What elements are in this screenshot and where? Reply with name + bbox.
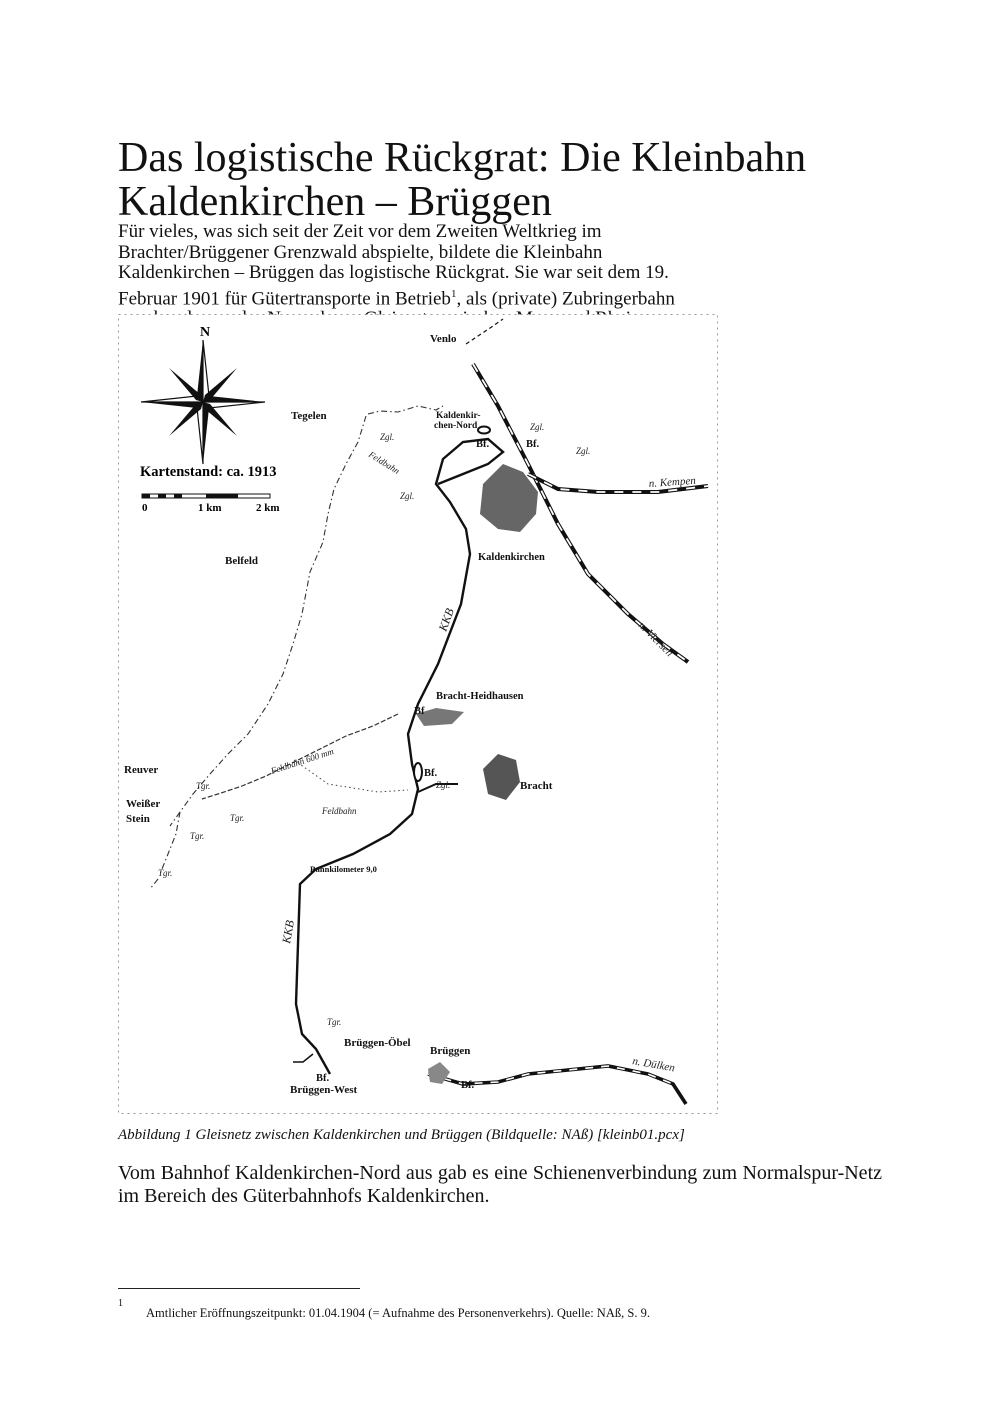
label-tgr-5: Tgr.	[327, 1017, 342, 1027]
label-n-viersen: n. Viersen	[635, 619, 676, 660]
label-bahnkilometer: Bahnkilometer 9,0	[310, 864, 377, 874]
railway-map	[118, 314, 718, 1114]
label-tgr-1: Tgr.	[196, 781, 211, 791]
label-tegelen: Tegelen	[291, 410, 327, 422]
label-kaldenkirchen-nord-1: Kaldenkir-	[436, 411, 481, 421]
label-bracht-heidhausen: Bracht-Heidhausen	[436, 691, 524, 702]
label-bf-brueggen-west: Bf.	[316, 1073, 330, 1084]
label-bf-bracht-heidhausen: Bf	[414, 706, 425, 717]
label-feldbahn-tegelen: Feldbahn	[366, 449, 402, 476]
label-tgr-2: Tgr.	[230, 813, 245, 823]
label-bf-brueggen: Bf.	[461, 1080, 475, 1091]
label-reuver: Reuver	[124, 764, 159, 776]
label-kkb-north: KKB	[435, 606, 457, 634]
label-bf-kaldenkirchen-nord: Bf.	[476, 439, 490, 450]
label-weisser-stein-2: Stein	[126, 813, 150, 825]
label-kaldenkirchen: Kaldenkirchen	[478, 552, 545, 563]
label-bracht: Bracht	[520, 780, 553, 792]
label-kkb-south: KKB	[279, 919, 298, 945]
label-zgl-3: Zgl.	[576, 446, 591, 456]
label-belfeld: Belfeld	[225, 555, 258, 567]
label-n-duelken: n. Dülken	[631, 1055, 676, 1075]
label-bf-bracht: Bf.	[424, 768, 438, 779]
scale-label-1km: 1 km	[198, 502, 222, 514]
label-feldbahn-600mm: Feldbahn 600 mm	[269, 746, 335, 776]
scale-label-0: 0	[142, 502, 148, 514]
label-zgl-2: Zgl.	[530, 422, 545, 432]
label-brueggen: Brüggen	[430, 1045, 471, 1057]
map-date-label: Kartenstand: ca. 1913	[140, 464, 277, 480]
label-brueggen-west: Brüggen-West	[290, 1084, 358, 1096]
compass-north-label: N	[200, 325, 211, 340]
intro-text-continued: , als (private) Zubringerbahn	[456, 287, 675, 309]
figure-caption: Abbildung 1 Gleisnetz zwischen Kaldenkirchen und Brüggen (Bildquelle: NAß) [kleinb01.pcx]	[118, 1127, 685, 1143]
footnote-marker[interactable]: 1	[450, 287, 457, 300]
label-bf-kaldenkirchen: Bf.	[526, 439, 540, 450]
body-paragraph: Vom Bahnhof Kaldenkirchen-Nord aus gab es eine Schienenverbindung zum Normalspur-Netz im Bereich des Güterbahnhofs Kaldenkirchen.	[118, 1162, 882, 1207]
label-kaldenkirchen-nord-2: chen-Nord	[434, 421, 478, 431]
label-zgl-4: Zgl.	[400, 491, 415, 501]
footnote-number: 1	[118, 1298, 123, 1309]
label-zgl-1: Zgl.	[380, 432, 395, 442]
station-bracht-symbol	[414, 763, 422, 781]
scale-bar	[142, 494, 270, 498]
intro-text: Für vieles, was sich seit der Zeit vor dem Zweiten Weltkrieg im Brachter/Brüggener Grenzwald abspielte, bildete die Kleinbahn Kaldenkirchen – Brüggen das logistische Rückgrat. Sie war seit dem 19. Februar 1901 für Gütertransporte in Betrieb	[118, 221, 669, 309]
label-weisser-stein-1: Weißer	[126, 798, 161, 810]
label-zgl-5: Zgl.	[436, 780, 451, 790]
station-kaldenkirchen-nord-symbol	[478, 427, 490, 434]
label-feldbahn: Feldbahn	[322, 806, 357, 816]
label-tgr-4: Tgr.	[158, 868, 173, 878]
footnote-text: Amtlicher Eröffnungszeitpunkt: 01.04.1904 (= Aufnahme des Personenverkehrs). Quelle: NAß, S. 9.	[146, 1306, 650, 1320]
scale-label-2km: 2 km	[256, 502, 280, 514]
label-venlo: Venlo	[430, 333, 457, 345]
label-n-kempen: n. Kempen	[648, 474, 697, 490]
label-tgr-3: Tgr.	[190, 831, 205, 841]
page-title: Das logistische Rückgrat: Die Kleinbahn Kaldenkirchen – Brüggen	[118, 135, 807, 225]
label-brueggen-oebel: Brüggen-Öbel	[344, 1037, 411, 1049]
footnote-divider	[118, 1288, 360, 1289]
